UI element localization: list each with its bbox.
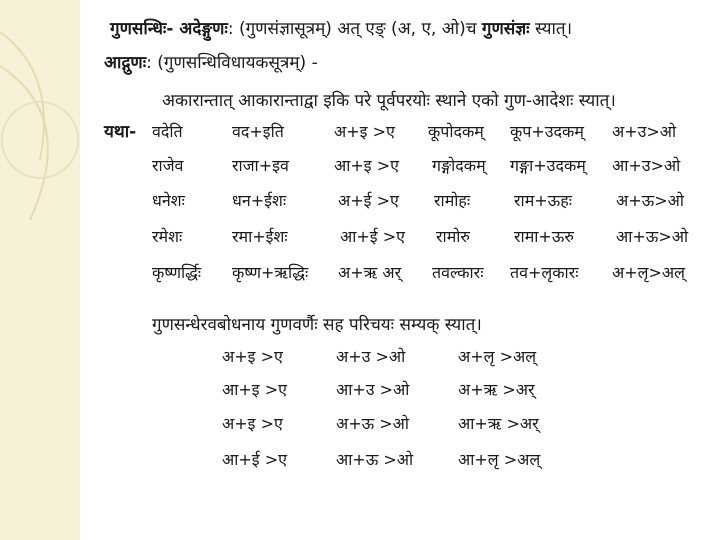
example-split: रामा+ऊरु <box>514 227 574 246</box>
example-word: रमेशः <box>152 227 183 246</box>
example-split: राजा+इव <box>232 156 289 175</box>
summary-cell: आ+ऋ >अर् <box>458 414 539 433</box>
heading-sandhi-rule <box>110 18 572 40</box>
summary-cell: आ+इ >ए <box>222 380 287 399</box>
summary-cell: आ+लृ >अल् <box>458 450 541 469</box>
heading-sandhi-rest: : (गुणसंज्ञासूत्रम्) अत् एङ् (अ, ए, ओ)च <box>227 19 477 39</box>
summary-text: गुणसन्धेरवबोधनाय गुणवर्णैः सह परिचयः सम्यक् स्यात्। <box>152 315 482 335</box>
example-split: धन+ईशः <box>232 191 287 210</box>
decorative-side-strip <box>0 0 80 540</box>
heading-adgunah-rest: : (गुणसन्धिविधायकसूत्रम्) - <box>146 53 318 73</box>
example-rule: आ+ऊ>ओ <box>616 227 689 246</box>
summary-cell: अ+ऋ >अर् <box>458 380 535 399</box>
summary-cell: आ+ई >ए <box>222 450 287 469</box>
summary-cell: अ+उ >ओ <box>336 347 406 366</box>
summary-cell: अ+इ >ए <box>222 347 283 366</box>
example-rule: आ+उ>ओ <box>612 156 681 175</box>
example-split: राम+ऊहः <box>514 191 572 210</box>
example-word: गङ्गोदकम् <box>432 156 486 175</box>
example-rule: अ+लृ>अल् <box>612 263 685 282</box>
example-split: तव+लृकारः <box>510 263 579 282</box>
example-rule: आ+इ >ए <box>334 156 399 175</box>
example-split: वद+इति <box>232 122 284 141</box>
example-word: कृष्णर्द्धिः <box>152 263 202 282</box>
summary-cell: अ+इ >ए <box>222 414 283 433</box>
example-word: राजेव <box>152 156 184 175</box>
example-word: कूपोदकम् <box>428 122 484 141</box>
example-word: वदेति <box>152 122 183 141</box>
summary-cell: अ+लृ >अल् <box>458 347 537 366</box>
example-word: तवल्कारः <box>432 263 484 282</box>
yatha-label: यथा- <box>104 122 137 142</box>
heading-sandhi-label: गुणसन्धिः- अदेङ्गुणः <box>110 19 228 39</box>
example-rule: अ+उ>ओ <box>612 122 677 141</box>
example-split: रमा+ईशः <box>232 227 288 246</box>
example-rule: आ+ई >ए <box>340 227 405 246</box>
summary-cell: आ+ऊ >ओ <box>336 450 414 469</box>
heading-sandhi-end: स्यात्। <box>535 19 573 39</box>
heading-adgunah-label: आद्गुणः <box>104 53 147 73</box>
example-split: गङ्गा+उदकम् <box>510 156 586 175</box>
example-rule: अ+इ >ए <box>334 122 395 141</box>
example-word: रामोरु <box>436 227 470 246</box>
example-rule: अ+ई >ए <box>338 191 399 210</box>
swirl-decoration-icon <box>0 0 80 540</box>
example-rule: अ+ऋ अर् <box>338 263 402 282</box>
summary-cell: आ+उ >ओ <box>336 380 410 399</box>
heading-adgunah <box>104 52 318 74</box>
example-word: धनेशः <box>152 191 185 210</box>
example-rule: अ+ऊ>ओ <box>616 191 684 210</box>
example-word: रामोहः <box>434 191 471 210</box>
example-split: कृष्ण+ऋद्धिः <box>232 263 309 282</box>
summary-cell: अ+ऊ >ओ <box>336 414 410 433</box>
heading-guna-term: गुणसंज्ञः <box>481 19 530 39</box>
rule-description: अकारान्तात् आकारान्ताद्वा इकि परे पूर्वपरयोः स्थाने एको गुण-आदेशः स्यात्। <box>162 91 616 111</box>
example-split: कूप+उदकम् <box>510 122 584 141</box>
